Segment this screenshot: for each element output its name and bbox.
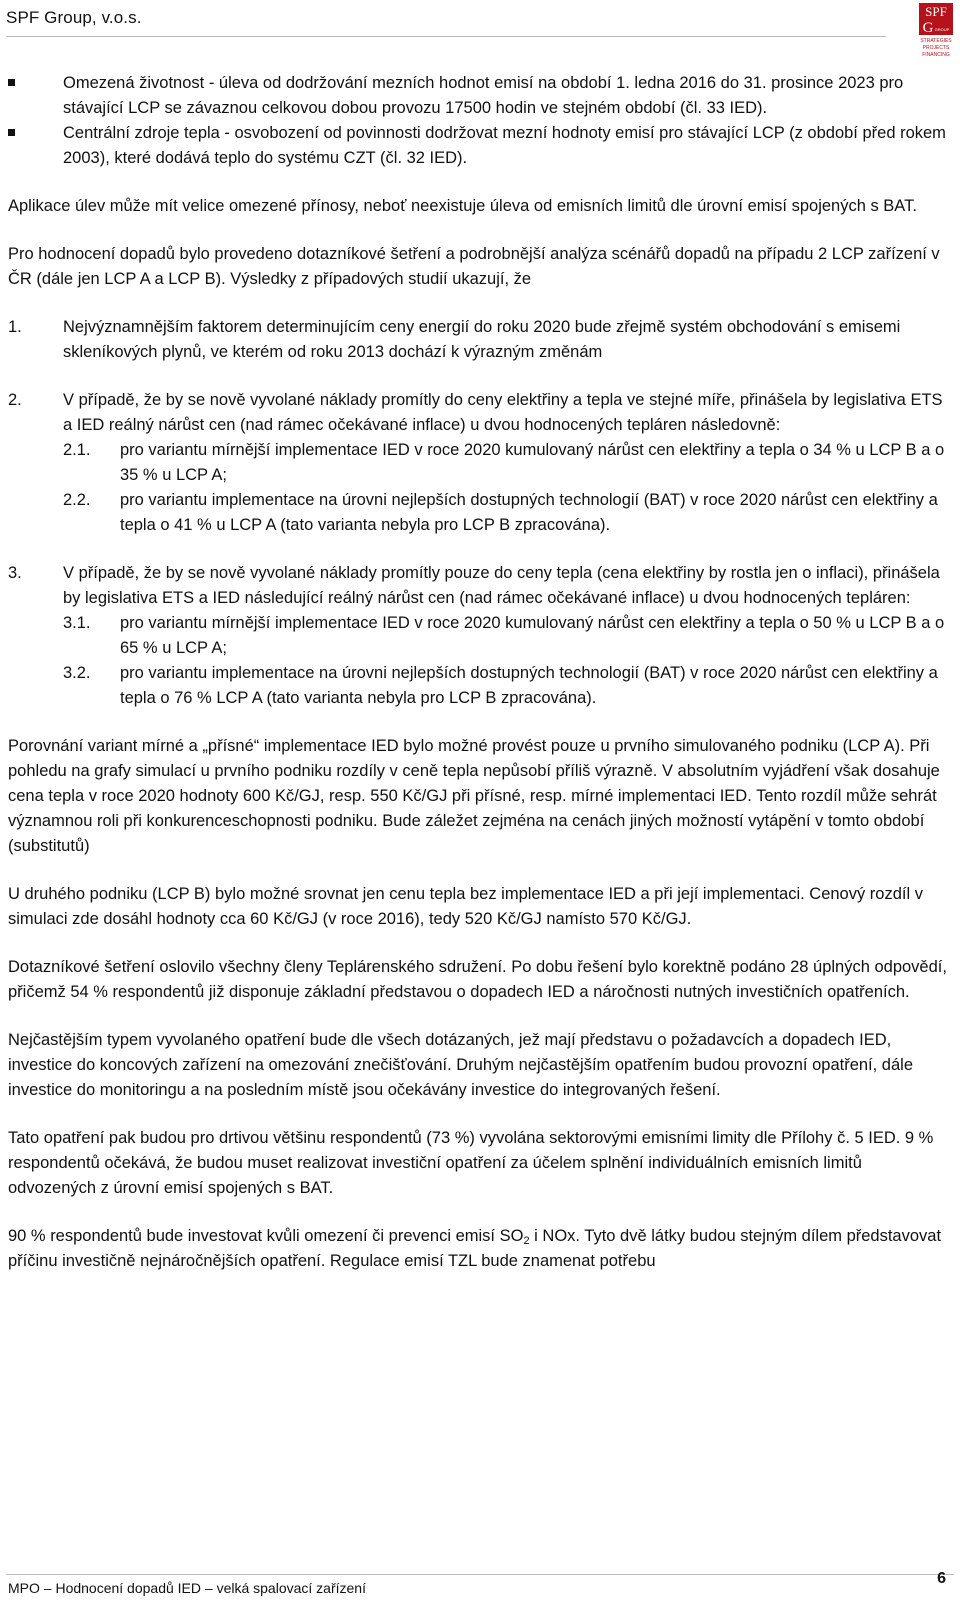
item-number: 2. <box>8 391 22 409</box>
paragraph: U druhého podniku (LCP B) bylo možné srovnat jen cenu tepla bez implementace IED a při její implementaci. Cenový rozdíl v simulaci zde dosáhl hodnoty cca 60 Kč/GJ (v roce 2016), tedy 520 Kč/GJ namísto 570 Kč/GJ. <box>8 885 923 928</box>
spf-logo-mark <box>918 2 954 60</box>
sub-item <box>63 488 948 538</box>
header-divider <box>6 36 886 37</box>
main-content <box>8 71 948 1274</box>
sub-item-text: pro variantu implementace na úrovni nejlepších dostupných technologií (BAT) v roce 2020 nárůst cen elektřiny a tepla o 41 % u LCP A (tato varianta nebyla pro LCP B zpracována). <box>120 491 938 534</box>
sub-item-number: 2.1. <box>63 441 91 459</box>
logo-letters: SPF <box>925 4 947 19</box>
paragraph-text-start: 90 % respondentů bude investovat kvůli omezení či prevenci emisí SO <box>8 1227 524 1245</box>
bullet-text: Omezená životnost - úleva od dodržování mezních hodnot emisí na období 1. ledna 2016 do 31. prosince 2023 pro stávající LCP se závaznou celkovou dobou provozu 17500 hodin ve stejném období (čl. 33 IED). <box>63 74 904 117</box>
sub-item <box>63 438 948 488</box>
bullet-text: Centrální zdroje tepla - osvobození od povinnosti dodržovat mezní hodnoty emisí pro stávající LCP (z období před rokem 2003), které dodává teplo do systému CZT (čl. 32 IED). <box>63 124 946 167</box>
paragraph: Porovnání variant mírné a „přísné“ implementace IED bylo možné provést pouze u prvního simulovaného podniku (LCP A). Při pohledu na grafy simulací u prvního podniku rozdíly v ceně tepla nepůsobí příliš výrazně. V absolutním vyjádření však dosahuje cena tepla v roce 2020 hodnoty 600 Kč/GJ, resp. 550 Kč/GJ při přísné, resp. mírné implementaci IED. Tento rozdíl může sehrát významnou roli při konkurenceschopnosti podniku. Bude záležet zejména na cenách jiných možností vytápění v tomto období (substitutů) <box>8 737 940 855</box>
item-text: V případě, že by se nově vyvolané náklady promítly do ceny elektřiny a tepla ve stejné míře, přinášela by legislativa ETS a IED reálný nárůst cen (nad rámec očekávané inflace) u dvou hodnocených tepláren následovně: <box>63 391 943 434</box>
sub-item-text: pro variantu mírnější implementace IED v roce 2020 kumulovaný nárůst cen elektřiny a tepla o 50 % u LCP B a o 65 % u LCP A; <box>120 614 945 657</box>
logo-word-strategies: STRATEGIES <box>920 38 952 44</box>
sub-item <box>63 661 948 711</box>
square-bullet-icon <box>8 129 15 136</box>
sub-item-text: pro variantu mírnější implementace IED v roce 2020 kumulovaný nárůst cen elektřiny a tepla o 34 % u LCP B a o 35 % u LCP A; <box>120 441 945 484</box>
logo-g-letter: G <box>922 20 934 36</box>
sub-item-number: 3.1. <box>63 614 91 632</box>
logo-word-projects: PROJECTS <box>922 45 950 51</box>
item-text: V případě, že by se nově vyvolané náklady promítly pouze do ceny tepla (cena elektřiny by rostla jen o inflaci), přinášela by legislativa ETS a IED následující reálný nárůst cen (nad rámec očekávané inflace) u dvou hodnocených tepláren: <box>63 564 940 607</box>
list-item <box>8 71 948 121</box>
logo-group-word: GROUP <box>934 27 950 32</box>
item-number: 3. <box>8 564 22 582</box>
subscript-2: 2 <box>523 1235 530 1247</box>
page-number: 6 <box>937 1570 946 1587</box>
paragraph-last <box>8 1224 948 1274</box>
sub-item <box>63 611 948 661</box>
spf-logo <box>918 2 954 60</box>
logo-word-financing: FINANCING <box>922 52 950 58</box>
paragraph: Aplikace úlev může mít velice omezené přínosy, neboť neexistuje úleva od emisních limitů dle úrovní emisí spojených s BAT. <box>8 197 917 215</box>
paragraph-text-end: i NOx. Tyto dvě látky budou stejným dílem představovat příčinu investičně nejnáročnějších opatření. Regulace emisí TZL bude znamenat potřebu <box>8 1227 942 1270</box>
bullet-list <box>8 71 948 171</box>
square-bullet-icon <box>8 79 15 86</box>
paragraph: Nejčastějším typem vyvolaného opatření bude dle všech dotázaných, jež mají představu o požadavcích a dopadech IED, investice do koncových zařízení na omezování znečišťování. Druhým nejčastějším opatřením budou provozní opatření, dále investice do monitoringu a na posledním místě jsou očekávány investice do integrovaných řešení. <box>8 1031 914 1099</box>
numbered-item <box>8 388 948 538</box>
paragraph: Tato opatření pak budou pro drtivou většinu respondentů (73 %) vyvolána sektorovými emisními limity dle Přílohy č. 5 IED. 9 % respondentů očekává, že budou muset realizovat investiční opatření za účelem splnění individuálních emisních limitů odvozených z úrovní emisí spojených s BAT. <box>8 1129 934 1197</box>
item-text: Nejvýznamnějším faktorem determinujícím ceny energií do roku 2020 bude zřejmě systém obchodování s emisemi skleníkových plynů, ve kterém od roku 2013 dochází k výrazným změnám <box>63 318 901 361</box>
item-number: 1. <box>8 318 22 336</box>
company-name: SPF Group, v.o.s. <box>6 8 142 27</box>
numbered-item <box>8 561 948 711</box>
sub-item-number: 3.2. <box>63 664 91 682</box>
sub-item-text: pro variantu implementace na úrovni nejlepších dostupných technologií (BAT) v roce 2020 nárůst cen elektřiny a tepla o 76 % LCP A (tato varianta nebyla pro LCP B zpracována). <box>120 664 938 707</box>
paragraph: Dotazníkové šetření oslovilo všechny členy Teplárenského sdružení. Po dobu řešení bylo korektně podáno 28 úplných odpovědí, přičemž 54 % respondentů již disponuje základní představou o dopadech IED a náročnosti nutných investičních opatřeních. <box>8 958 947 1001</box>
footer-divider <box>6 1574 954 1575</box>
footer-title: MPO – Hodnocení dopadů IED – velká spalovací zařízení <box>8 1580 366 1596</box>
numbered-item <box>8 315 948 365</box>
paragraph: Pro hodnocení dopadů bylo provedeno dotazníkové šetření a podrobnější analýza scénářů dopadů na případu 2 LCP zařízení v ČR (dále jen LCP A a LCP B). Výsledky z případových studií ukazují, že <box>8 245 940 288</box>
list-item <box>8 121 948 171</box>
page-header <box>6 4 954 60</box>
sub-item-number: 2.2. <box>63 491 91 509</box>
